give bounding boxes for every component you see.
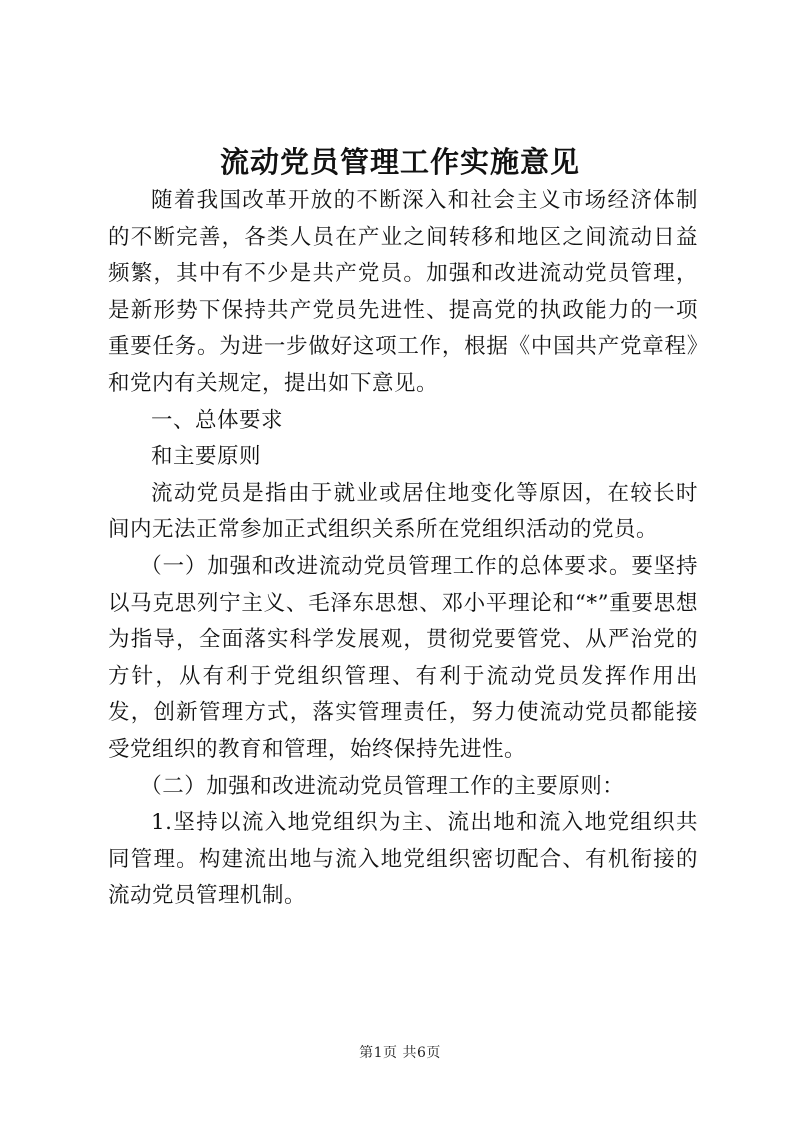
principles-heading-paragraph: （二）加强和改进流动党员管理工作的主要原则： — [140, 773, 625, 799]
document-body — [108, 183, 698, 915]
principle-1-paragraph: 1.坚持以流入地党组织为主、流出地和流入地党组织共同管理。构建流出地与流入地党组织密切配合、有机衔接的流动党员管理机制。 — [108, 810, 698, 909]
page-number-footer: 第1页 共6页 — [359, 1045, 441, 1061]
intro-paragraph: 随着我国改革开放的不断深入和社会主义市场经济体制的不断完善，各类人员在产业之间转移和地区之间流动日益频繁，其中有不少是共产党员。加强和改进流动党员管理，是新形势下保持共产党员先进性、提高党的执政能力的一项重要任务。为进一步做好这项工作，根据《中国共产党章程》和党内有关规定，提出如下意见。 — [108, 188, 698, 396]
general-requirements-paragraph: （一）加强和改进流动党员管理工作的总体要求。要坚持以马克思列宁主义、毛泽东思想、邓小平理论和“*”重要思想为指导，全面落实科学发展观，贯彻党要管党、从严治党的方针，从有利于党组织管理、有利于流动党员发挥作用出发，创新管理方式，落实管理责任，努力使流动党员都能接受党组织的教育和管理，始终保持先进性。 — [108, 553, 698, 762]
document-title: 流动党员管理工作实施意见 — [219, 145, 580, 179]
section-heading-principles: 和主要原则 — [151, 444, 262, 470]
section-heading-general-requirements: 一、总体要求 — [151, 407, 284, 433]
definition-paragraph: 流动党员是指由于就业或居住地变化等原因，在较长时间内无法正常参加正式组织关系所在党组织活动的党员。 — [108, 480, 698, 543]
